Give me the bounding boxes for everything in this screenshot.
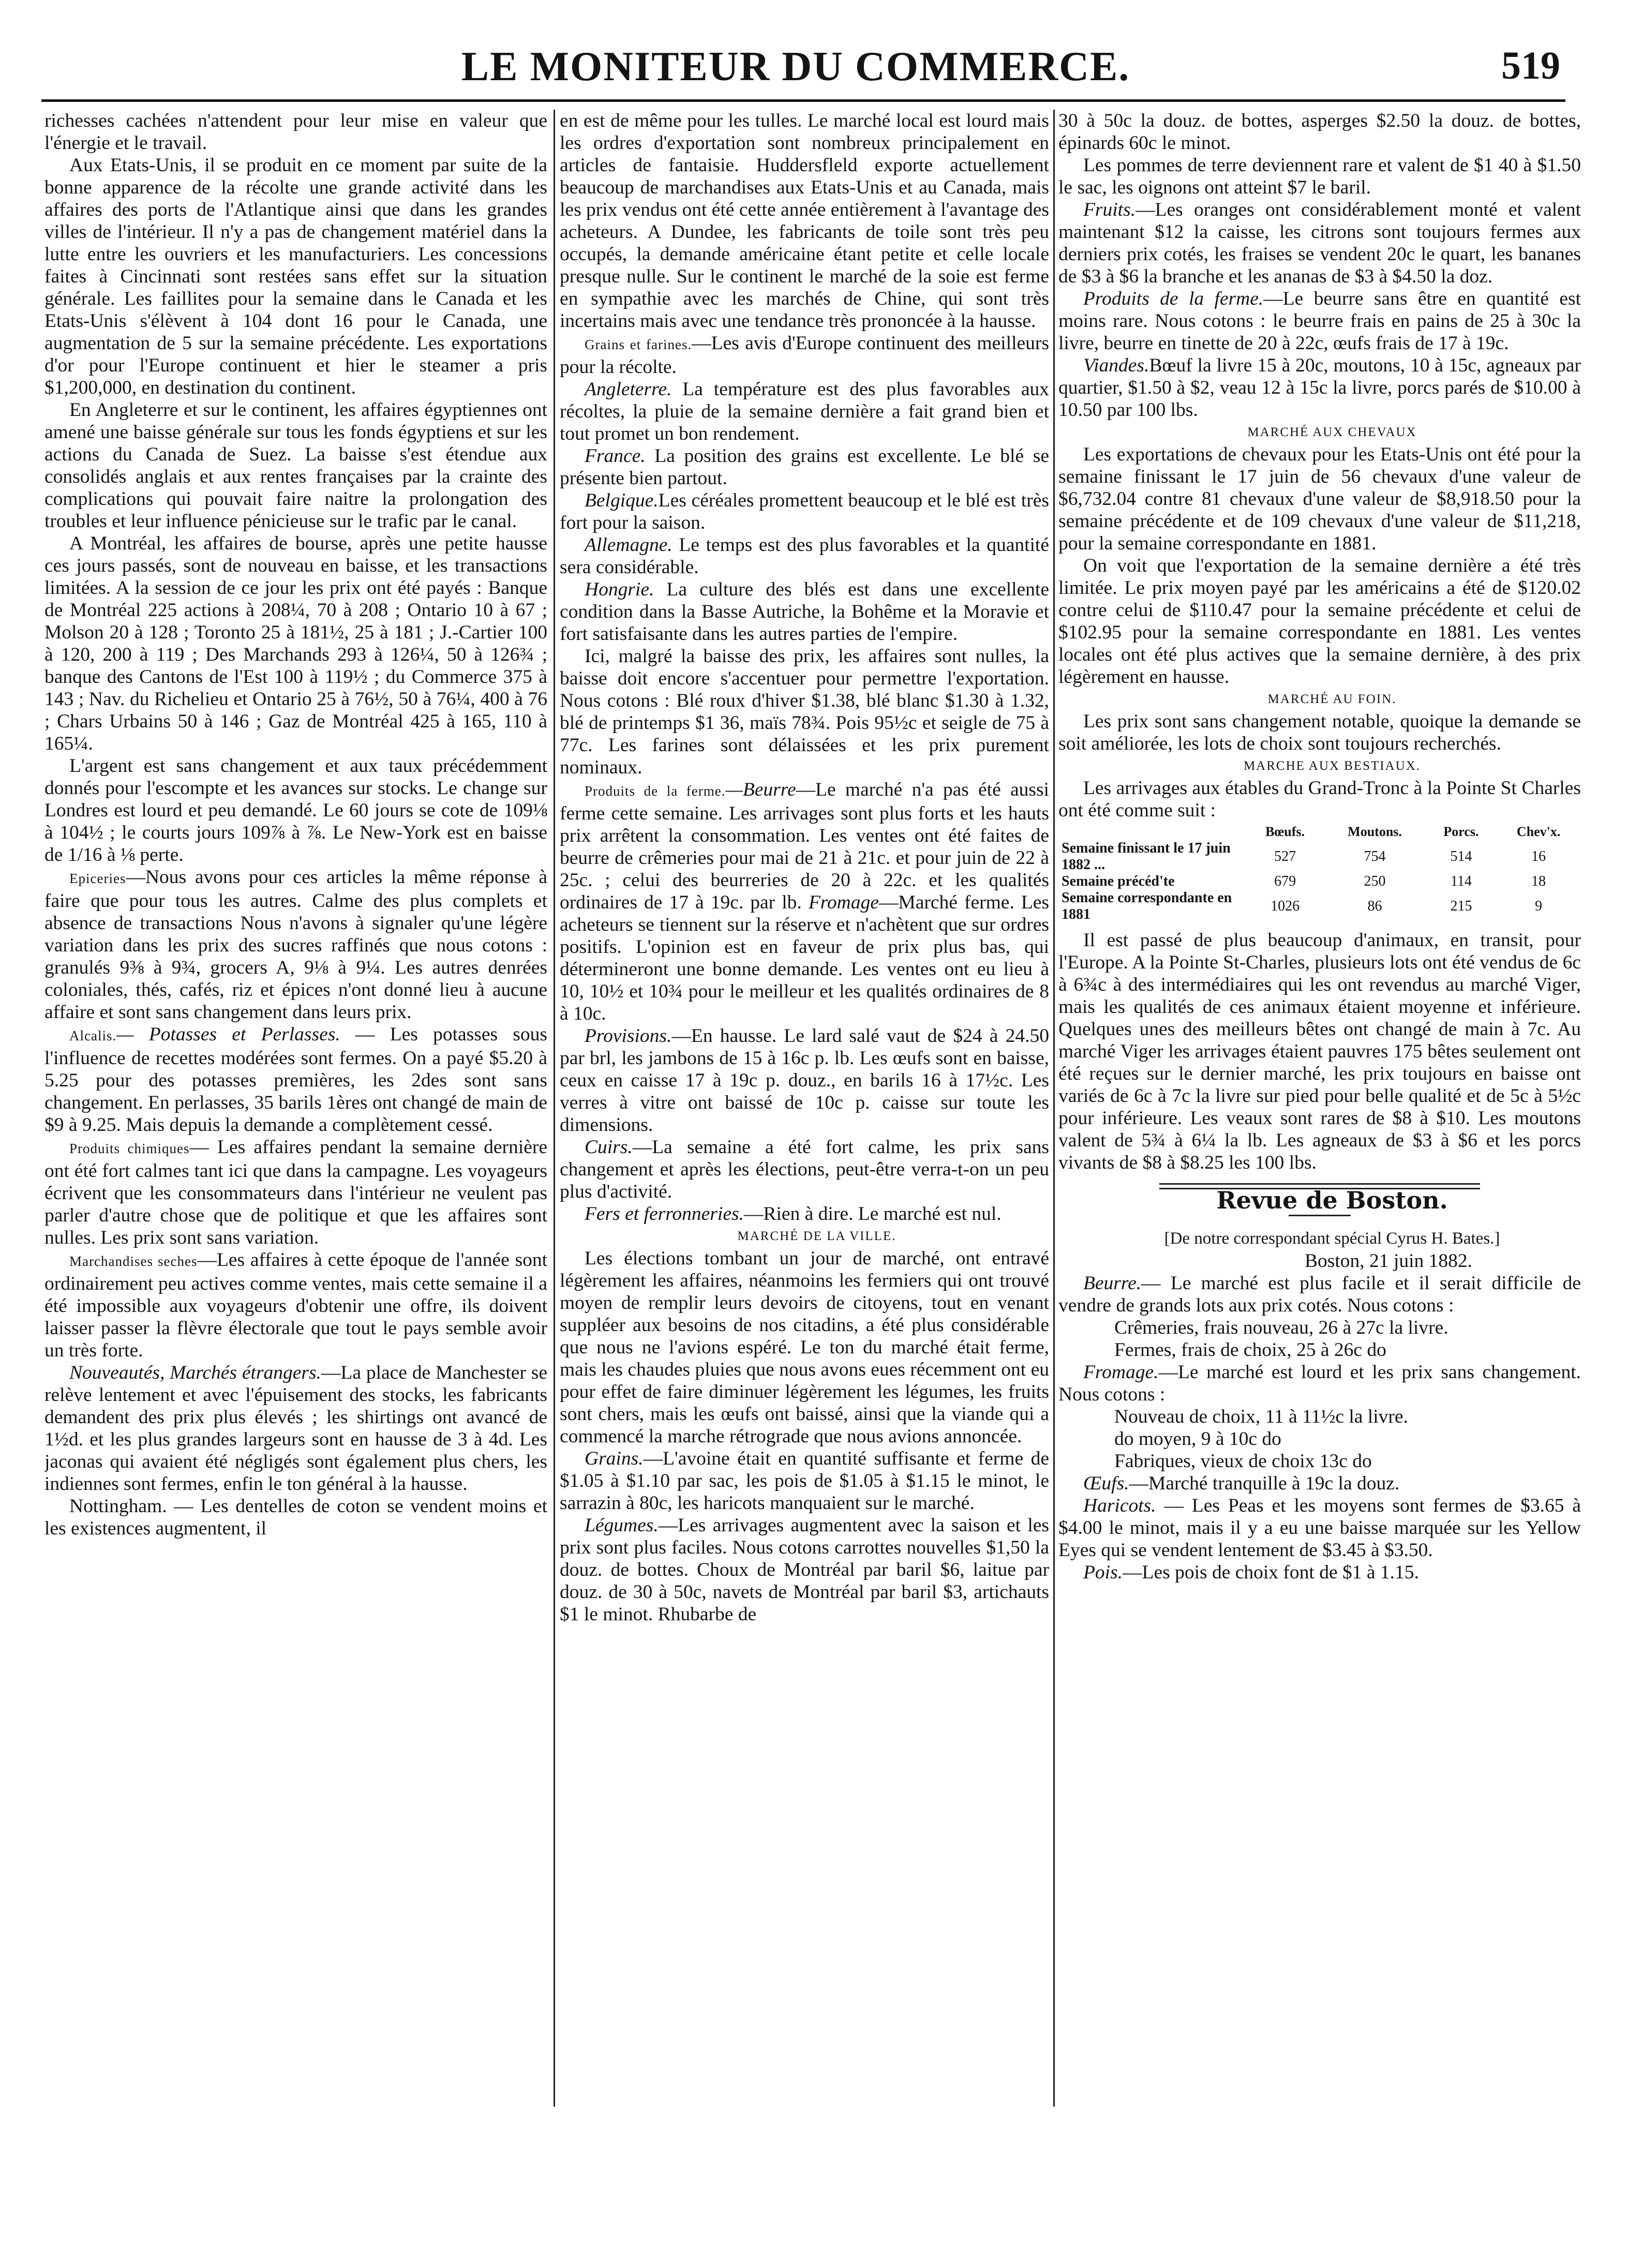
paragraph: [560, 445, 1049, 489]
table-header-cell: Bœufs.: [1265, 824, 1305, 839]
paragraph: Les pommes de terre deviennent rare et valent de $1 40 à $1.50 le sac, les oignons ont atteint $7 le baril.: [1058, 155, 1581, 198]
paragraph: [560, 1514, 1049, 1625]
paragraph: Il est passé de plus beaucoup d'animaux, en transit, pour l'Europe. A la Pointe St-Charles, plusieurs lots ont été vendus de 6c à 6¾c à des intermédiaires qui les ont revendus au marché Viger, mais les qualités de ces animaux étaient moyenne et inférieure. Quelques unes des meilleurs bêtes ont changé de main à 7c. Au marché Viger les arrivages étaient pauvres 175 bêtes seulement ont été reçues sur le dernier marché, les prix toujours en baisse ont variés de 6c à 7c la livre sur pied pour belle qualité et de 5c à 5½c pour inférieure. Les veaux sont rares de $8 à $10. Les moutons valent de 5¾ à 6¼ la lb. Les agneaux de $3 à $6 et les porcs vivants de $8 à $8.25 les 100 lbs.: [1058, 930, 1581, 1173]
table-cell: 527: [1274, 848, 1296, 864]
paragraph: [560, 534, 1049, 578]
section-subhead: Fruits.: [1083, 199, 1136, 220]
section-subhead: Œufs.: [1083, 1473, 1129, 1494]
title-rule: [1289, 1215, 1351, 1216]
paragraph: On voit que l'exportation de la semaine dernière a été très limitée. Le prix moyen payé par les américains a été de $120.02 contre celui de $110.47 pour la semaine précédente et celui de $102.95 pour la semaine correspondante en 1881. Les ventes locales ont été plus actives que la semaine dernière, à des prix légèrement en hausse.: [1058, 555, 1581, 688]
paragraph-text: —La place de Manchester se relève lentement et avec l'épuisement des stocks, les fabricants demandent des prix plus élevés ; les shirtings ont avancé de 1½d. et les plus grandes largeurs sont en hausse de 3 à 4d. Les jaconas qui avaient été négligés sont également plus chers, les indiennes sont fermes, enfin le ton général à la hausse.: [44, 1362, 547, 1495]
table-cell: 679: [1274, 873, 1296, 889]
section-heading: MARCHÉ AUX CHEVAUX: [1247, 425, 1417, 439]
paragraph: [1058, 354, 1581, 421]
paragraph-text: —Les arrivages augmentent avec la saison et les prix sont plus faciles. Nous cotons carrottes nouvelles $1,50 la douz. de bottes. Choux de Montréal par baril $6, laitue par douz. de 30 à 50c, navets de Montréal par baril $3, artichauts $1 le minot. Rhubarbe de: [560, 1515, 1049, 1625]
section-heading: MARCHÉ AU FOIN.: [1267, 692, 1397, 706]
paragraph: [560, 378, 1049, 445]
paragraph: Les élections tombant un jour de marché, ont entravé légèrement les affaires, néanmoins les fermiers qui ont trouvé moyen de remplir leurs devoirs de citoyens, tout en venant suppléer aux besoins de nos citadins, a été plus considérable que nous ne l'avions espéré. Le ton du marché était ferme, mais les chaudes pluies que nous avons eues récemment ont eu pour effet de faire diminuer légèrement les légumes, les fruits sont chers, mais les œufs ont baissé, ainsi que la viande qui a commencé la marche rétrograde que nous avions annoncée.: [560, 1248, 1049, 1447]
paragraph: [1058, 1561, 1581, 1584]
table-header-cell: Porcs.: [1443, 824, 1479, 839]
paragraph: En Angleterre et sur le continent, les affaires égyptiennes ont amené une baisse générale sur tous les fonds égyptiens et sur les actions du Canada de Suez. La baisse s'est étendue aux consolidés anglais et aux rentes françaises par la crainte des complications qui pouvait faire naitre la prolongation des troubles et leur influence pénicieuse sur le trafic par le canal.: [44, 399, 547, 532]
paragraph-text: — Le marché est plus facile et il serait difficile de vendre de grands lots aux prix cotés. Nous cotons :: [1058, 1273, 1581, 1316]
paragraph: [560, 1203, 1049, 1225]
paragraph: [1058, 1361, 1581, 1406]
paragraph-text: —Les avis d'Europe continuent des meilleurs pour la récolte.: [560, 333, 1049, 378]
table-cell: 86: [1367, 898, 1382, 914]
masthead: [31, 32, 1560, 99]
paragraph-text: —Le marché est lourd et les prix sans changement. Nous cotons :: [1058, 1362, 1581, 1405]
section-subhead: Angleterre.: [585, 379, 672, 400]
table-header-cell: Moutons.: [1348, 824, 1402, 839]
byline: [De notre correspondant spécial Cyrus H. Bates.]: [1164, 1229, 1500, 1248]
table-cell: 114: [1450, 873, 1472, 889]
section-head: Marchandises seches: [69, 1254, 198, 1269]
section-subhead: Produits de la ferme.: [1083, 288, 1264, 309]
paragraph-text: — Les Peas et les moyens sont fermes de $3.65 à $4.00 le minot, mais il y a eu une baisse marquée sur les Yellow Eyes qui se vendent lentement de $3.45 à $3.50.: [1058, 1495, 1581, 1561]
column-3: [1058, 110, 1581, 2179]
paragraph: Les exportations de chevaux pour les Etats-Unis ont été pour la semaine finissant le 17 juin de 56 chevaux d'une valeur de $6,732.04 contre 81 chevaux d'une valeur de $8,918.50 pour la semaine précédente et de 109 chevaux d'une valeur de $11,218, pour la semaine correspondante en 1881.: [1058, 444, 1581, 554]
paragraph: [44, 1023, 547, 1136]
section-head: Grains et farines.: [585, 337, 692, 352]
paragraph: [1058, 199, 1581, 288]
paragraph: Aux Etats-Unis, il se produit en ce moment par suite de la bonne apparence de la récolte une grande activité dans les affaires des ports de l'Atlantique ainsi que dans les grandes villes de l'intérieur. Il n'y a pas de changement matériel dans la lutte entre les ouvriers et les manufacturiers. Les concessions faites à Cincinnati sont restées sans effet sur la situation générale. Les faillites pour la semaine dans le Canada et les Etats-Unis s'élèvent à 104 dont 16 pour le Canada, une augmentation de 5 sur la semaine précédente. Les exportations d'or pour l'Europe continuent et hier le steamer a pris $1,200,000, en destination du continent.: [44, 155, 547, 398]
table-header-cell: Chev'x.: [1516, 824, 1561, 839]
paragraph: [560, 489, 1049, 534]
paragraph-text: — Les affaires pendant la semaine dernière ont été fort calmes tant ici que dans la campagne. Les voyageurs écrivent que les consommateurs dans l'intérieur ne veulent pas parler d'autre chose que de politique et que les affaires sont nulles. Les prix sont sans variation.: [44, 1137, 547, 1248]
paragraph-text: Bœuf la livre 15 à 20c, moutons, 10 à 15c, agneaux par quartier, $1.50 à $2, veau 12 à 15c la livre, porcs parés de $10.00 à 10.50 par 100 lbs.: [1058, 355, 1581, 421]
section-subhead: Belgique.: [585, 490, 659, 511]
paragraph: [1058, 1272, 1581, 1317]
table-cell: 16: [1531, 848, 1546, 864]
header-rule: [41, 99, 1565, 102]
price-line: Nouveau de choix, 11 à 11½c la livre.: [1114, 1406, 1408, 1427]
paragraph: A Montréal, les affaires de bourse, après une petite hausse ces jours passés, sont de nouveau en baisse, et les transactions limitées. A la session de ce jour les prix ont été payés : Banque de Montréal 225 actions à 208¼, 70 à 208 ; Ontario 10 à 67 ; Molson 20 à 128 ; Toronto 25 à 181½, 25 à 181 ; J.-Cartier 100 à 120, 200 à 119 ; Des Marchands 293 à 126¼, 50 à 126¾ ; banque des Cantons de l'Est 100 à 119½ ; du Commerce 375 à 143 ; Nav. du Richelieu et Ontario 25 à 76½, 50 à 76¼, 400 à 76 ; Chars Urbains 50 à 146 ; Gaz de Montréal 425 à 165, 110 à 165¼.: [44, 533, 547, 754]
paragraph: Ici, malgré la baisse des prix, les affaires sont nulles, la baisse doit encore s'accentuer pour permettre l'exportation. Nous cotons : Blé roux d'hiver $1.38, blé blanc $1.30 à 1.32, blé de printemps $1 36, maïs 78¾. Pois 95½c et seigle de 75 à 77c. Les farines sont délaissées et les prix purement nominaux.: [560, 646, 1049, 778]
paragraph-text: —La semaine a été fort calme, les prix sans changement et après les élections, peut-être verra-t-on un peu plus d'activité.: [560, 1137, 1049, 1202]
table-cell: 215: [1450, 898, 1472, 914]
section-subhead: Provisions.: [585, 1025, 672, 1047]
paragraph: [1058, 288, 1581, 354]
price-line: do moyen, 9 à 10c do: [1114, 1428, 1281, 1450]
section-subhead: France.: [585, 445, 646, 467]
table-cell: 250: [1364, 873, 1386, 889]
section-heading: MARCHÉ DE LA VILLE.: [737, 1229, 897, 1243]
paragraph-text: —L'avoine était en quantité suffisante et ferme de $1.05 à $1.10 par sac, les pois de $1.05 à $1.15 le minot, le sarrazin à 80c, les haricots manquaient sur le marché.: [560, 1448, 1049, 1514]
table-cell: 514: [1450, 848, 1472, 864]
paragraph-text: —Nous avons pour ces articles la même réponse à faire que pour tous les autres. Calme des plus complets et absence de transactions Nous n'avons à signaler qu'une légère variation dans les prix des sucres raffinés que nous cotons : granulés 9⅜ à 9¾, grocers A, 9⅛ à 9¼. Les autres denrées coloniales, thés, cafés, riz et épices n'ont donné lieu à aucune affaire et sont sans changement dans leurs prix.: [44, 867, 547, 1023]
paragraph-text: —Marché tranquille à 19c la douz.: [1129, 1473, 1400, 1494]
paragraph-text: —En hausse. Le lard salé vaut de $24 à 24.50 par brl, les jambons de 15 à 16c p. lb. Les œufs sont en baisse, ceux en caisse 17 à 19c p. douz., en barils 16 à 17½c. Les verres à vitre ont baissé de 10c p. caisse sur toute les dimensions.: [560, 1025, 1049, 1136]
section-subhead: Fromage.: [1083, 1362, 1159, 1383]
paragraph: [1058, 1472, 1581, 1495]
article-title: Revue de Boston.: [1216, 1186, 1448, 1214]
paragraph-text: —Le beurre sans être en quantité est moins rare. Nous cotons : le beurre frais en pains de 25 à 30c la livre, beurre en tinette de 20 à 22c, œufs frais de 17 à 19c.: [1058, 288, 1581, 354]
section-subhead: Nouveautés, Marchés étrangers.: [69, 1362, 321, 1383]
row-label: Semaine précéd'te: [1062, 873, 1175, 889]
section-subhead: Légumes.: [585, 1515, 659, 1536]
section-heading: MARCHE AUX BESTIAUX.: [1243, 759, 1421, 773]
table-row: [1058, 840, 1581, 873]
paragraph: [44, 1136, 547, 1249]
table-cell: 1026: [1271, 898, 1300, 914]
paragraph: Nottingham. — Les dentelles de coton se vendent moins et les existences augmentent, il: [44, 1496, 547, 1539]
paragraph: en est de même pour les tulles. Le marché local est lourd mais les ordres d'exportation sont nombreux principalement en articles de fantaisie. Huddersfleld exporte actuellement beaucoup de marchandises aux Etats-Unis et au Canada, mais les prix vendus ont été cette année entièrement à l'avantage des acheteurs. A Dundee, les fabricants de toile sont très peu occupés, la demande américaine étant petite et celle locale presque nulle. Sur le continent le marché de la soie est ferme en sympathie avec les marchés de Chine, qui sont très incertains mais avec une tendance très prononcée à la hausse.: [560, 110, 1049, 332]
paragraph: 30 à 50c la douz. de bottes, asperges $2.50 la douz. de bottes, épinards 60c le minot.: [1058, 110, 1581, 154]
paragraph-text: —Le marché n'a pas été aussi ferme cette semaine. Les arrivages sont plus forts et les hauts prix arrêtent la consommation. Les ventes ont été faites de beurre de crêmeries pour mai de 21 à 21c. et pour juin de 22 à 25c. ; celui des beurreries de 20 à 22c. et les qualités ordinaires de 17 à 19c. par lb.: [560, 779, 1049, 913]
paragraph-text: —Rien à dire. Le marché est nul.: [743, 1203, 1002, 1225]
page-number: 519: [1501, 44, 1560, 87]
paragraph: [44, 1362, 547, 1495]
paragraph: [44, 1249, 547, 1362]
paragraph-text: Le temps est des plus favorables et la quantité sera considérable.: [560, 534, 1049, 578]
column-2: [560, 110, 1049, 2179]
table-header-row: [1058, 824, 1581, 840]
section-subhead: Pois.: [1083, 1562, 1123, 1583]
paragraph: [560, 578, 1049, 645]
table-header-cell: [1058, 824, 1247, 840]
paragraph-text: —Les oranges ont considérablement monté et valent maintenant $12 la caisse, les citrons sont toujours fermes aux derniers prix cotés, les fraises se vendent 20c le quart, les bananes de $3 à $6 la branche et les ananas de $3 à $4.50 la doz.: [1058, 199, 1581, 287]
paragraph-text: La température est des plus favorables aux récoltes, la pluie de la semaine dernière a fait grand bien et tout promet un bon rendement.: [560, 379, 1049, 444]
table-cell: 18: [1531, 873, 1546, 889]
column-1: [44, 110, 547, 2179]
section-head: Produits chimiques: [69, 1141, 190, 1156]
paragraph-text: La culture des blés est dans une excellente condition dans la Basse Autriche, la Bohême et la Moravie et fort satisfaisante dans les autres parties de l'empire.: [560, 579, 1049, 645]
paragraph: [560, 1136, 1049, 1203]
section-subhead: Cuirs.: [585, 1137, 633, 1158]
paragraph: [44, 866, 547, 1023]
section-subhead: —Beurre: [725, 779, 796, 800]
paragraph: Les prix sont sans changement notable, quoique la demande se soit améliorée, les lots de choix sont toujours recherchés.: [1058, 711, 1581, 754]
paragraph-text: La position des grains est excellente. Le blé se présente bien partout.: [560, 445, 1049, 489]
paragraph-text: —Les pois de choix font de $1 à 1.15.: [1123, 1562, 1419, 1583]
section-subhead: Viandes.: [1083, 355, 1149, 376]
section-subhead: Allemagne.: [585, 534, 673, 556]
section-subhead: Haricots.: [1083, 1495, 1156, 1516]
paragraph: [1058, 1495, 1581, 1561]
livestock-table: [1058, 824, 1581, 923]
row-label: Semaine correspondante en 1881: [1062, 890, 1232, 922]
paragraph: [560, 1448, 1049, 1514]
paragraph: Les arrivages aux étables du Grand-Tronc à la Pointe St Charles ont été comme suit :: [1058, 778, 1581, 821]
paragraph: richesses cachées n'attendent pour leur mise en valeur que l'énergie et le travail.: [44, 110, 547, 154]
paragraph-text: —Marché ferme. Les acheteurs se tiennent sur la réserve et n'achètent que sur ordres positifs. L'opinion est en faveur de prix plus bas, qui détermineront une bonne demande. Les ventes ont eu lieu à 10, 10½ et 10¾ pour le meilleur et les qualités ordinaires de 8 à 10c.: [560, 892, 1049, 1024]
section-head: Produits de la ferme.: [585, 783, 726, 799]
paragraph: [560, 779, 1049, 1025]
price-line: Fabriques, vieux de choix 13c do: [1114, 1451, 1372, 1472]
section-subhead: — Potasses et Perlasses.: [116, 1024, 340, 1045]
paragraph-text: —Les affaires à cette époque de l'année sont ordinairement peu actives comme ventes, mais cette semaine il a été impossible aux voyageurs d'obtenir une offre, ils doivent laisser passer la flèvre électorale que tout le pays semble avoir un très forte.: [44, 1249, 547, 1361]
dateline: Boston, 21 juin 1882.: [1305, 1250, 1472, 1272]
section-subhead: Beurre.: [1083, 1273, 1142, 1294]
price-line: Crêmeries, frais nouveau, 26 à 27c la livre.: [1114, 1317, 1448, 1338]
section-subhead: Fers et ferronneries.: [585, 1203, 744, 1225]
paragraph: L'argent est sans changement et aux taux précédemment donnés pour l'escompte et les avances sur stocks. Le change sur Londres est lourd et peu demandé. Le 60 jours se cote de 109⅛ à 104½ ; le courts jours 109⅞ à ⅞. Le New-York est en baisse de 1/16 à ⅛ perte.: [44, 755, 547, 866]
column-divider: [1053, 110, 1055, 2107]
table-cell: 9: [1535, 898, 1543, 914]
newspaper-title: LE MONITEUR DU COMMERCE.: [461, 44, 1130, 89]
column-divider: [554, 110, 555, 2107]
section-head: Epiceries: [69, 871, 126, 886]
section-subhead: Hongrie.: [585, 579, 654, 600]
paragraph-text: — Les potasses sous l'influence de recettes modérées sont fermes. On a payé $5.20 à 5.25 pour des potasses premières, les 2des sont sans changement. En perlasses, 35 barils 1ères ont changé de main de $9 à 9.25. Mais depuis la demande a complètement cessé.: [44, 1024, 547, 1136]
table-cell: 754: [1364, 848, 1386, 864]
row-label: Semaine finissant le 17 juin 1882 ...: [1062, 840, 1231, 873]
price-line: Fermes, frais de choix, 25 à 26c do: [1114, 1339, 1386, 1361]
table-row: [1058, 890, 1581, 923]
paragraph-text: Les céréales promettent beaucoup et le blé est très fort pour la saison.: [560, 490, 1049, 533]
paragraph: [560, 332, 1049, 378]
section-subhead: Grains.: [585, 1448, 644, 1469]
section-head: Alcalis.: [69, 1028, 117, 1043]
paragraph: [560, 1025, 1049, 1136]
table-row: [1058, 873, 1581, 890]
section-subhead: Fromage: [808, 892, 879, 913]
